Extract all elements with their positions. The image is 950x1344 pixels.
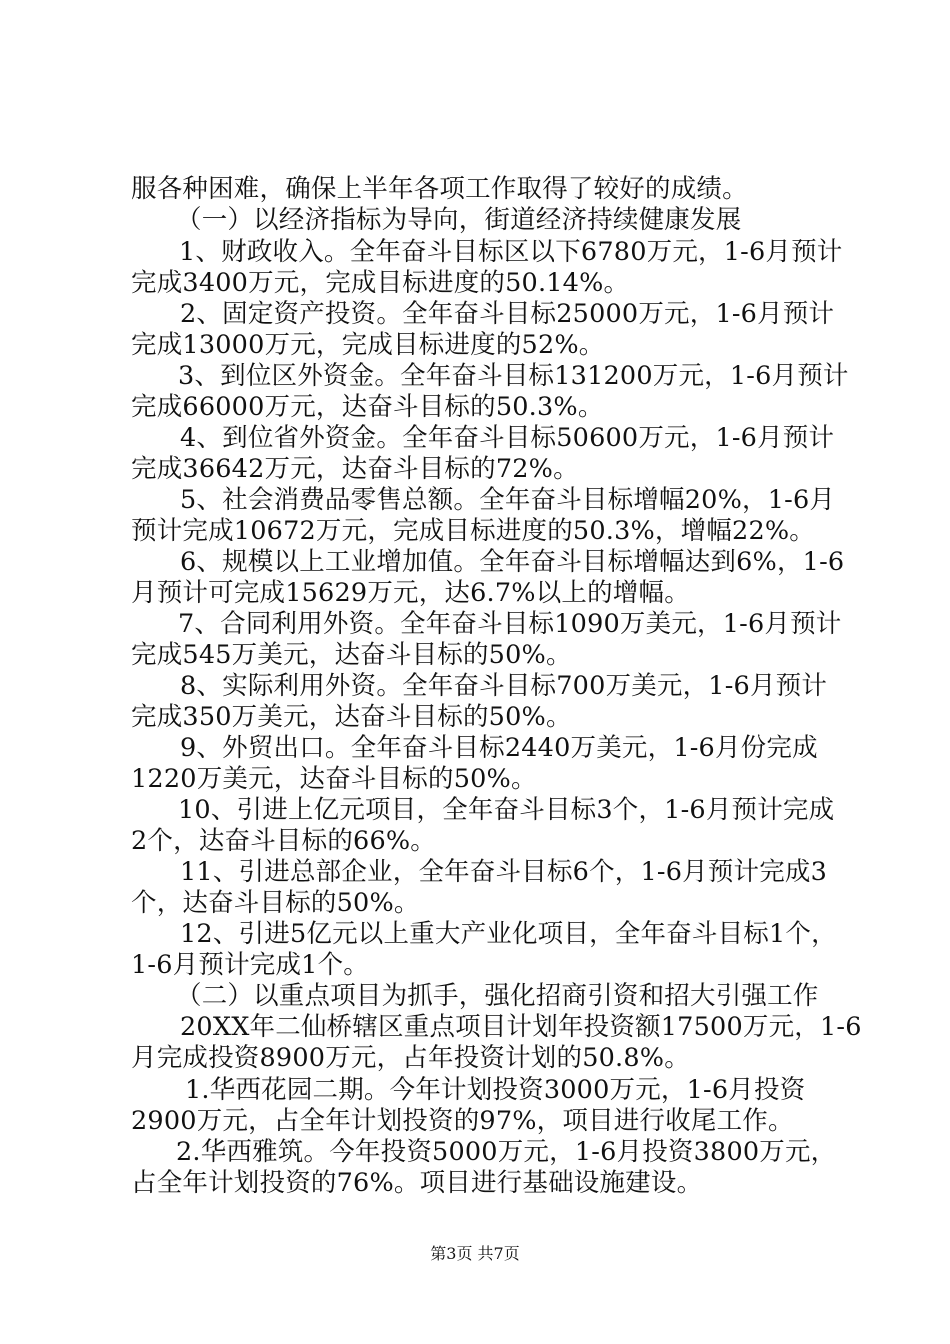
- text-line: 10、引进上亿元项目，全年奋斗目标3个，1-6月预计完成: [178, 795, 835, 825]
- text-line: 1.华西花园二期。今年计划投资3000万元，1-6月投资: [185, 1075, 806, 1105]
- text-line: 1-6月预计完成1个。: [131, 950, 369, 980]
- text-line: 个，达奋斗目标的50%。: [131, 888, 420, 918]
- text-line: 完成3400万元，完成目标进度的50.14%。: [131, 268, 630, 298]
- section-heading: （一）以经济指标为导向，街道经济持续健康发展: [176, 205, 742, 235]
- text-line: 7、合同利用外资。全年奋斗目标1090万美元，1-6月预计: [178, 609, 842, 639]
- page-number-footer: 第3页 共7页: [430, 1244, 520, 1263]
- text-line: 2个，达奋斗目标的66%。: [131, 826, 437, 856]
- text-line: 3、到位区外资金。全年奋斗目标131200万元，1-6月预计: [178, 361, 849, 391]
- text-line: 6、规模以上工业增加值。全年奋斗目标增幅达到6%，1-6: [180, 547, 845, 577]
- text-line: 5、社会消费品零售总额。全年奋斗目标增幅20%，1-6月: [180, 485, 836, 515]
- text-line: 完成545万美元，达奋斗目标的50%。: [131, 640, 572, 670]
- text-line: 月完成投资8900万元，占年投资计划的50.8%。: [131, 1043, 690, 1073]
- text-line: 完成66000万元，达奋斗目标的50.3%。: [131, 392, 604, 422]
- text-line: 20XX年二仙桥辖区重点项目计划年投资额17500万元，1-6: [180, 1012, 862, 1042]
- text-line: 11、引进总部企业，全年奋斗目标6个，1-6月预计完成3: [180, 857, 828, 887]
- text-line: 服各种困难，确保上半年各项工作取得了较好的成绩。: [131, 174, 748, 204]
- text-line: 完成350万美元，达奋斗目标的50%。: [131, 702, 572, 732]
- text-line: 9、外贸出口。全年奋斗目标2440万美元，1-6月份完成: [180, 733, 818, 763]
- text-line: 2900万元，占全年计划投资的97%，项目进行收尾工作。: [131, 1106, 794, 1136]
- text-line: 预计完成10672万元，完成目标进度的50.3%，增幅22%。: [131, 516, 816, 546]
- text-line: 完成36642万元，达奋斗目标的72%。: [131, 454, 579, 484]
- text-line: 月预计可完成15629万元，达6.7%以上的增幅。: [131, 578, 690, 608]
- text-line: 2.华西雅筑。今年投资5000万元，1-6月投资3800万元，: [176, 1137, 837, 1167]
- text-line: 占全年计划投资的76%。项目进行基础设施建设。: [131, 1168, 703, 1198]
- text-line: 12、引进5亿元以上重大产业化项目，全年奋斗目标1个，: [180, 919, 837, 949]
- text-line: 1、财政收入。全年奋斗目标区以下6780万元，1-6月预计: [179, 237, 843, 267]
- text-line: 4、到位省外资金。全年奋斗目标50600万元，1-6月预计: [180, 423, 835, 453]
- text-line: 完成13000万元，完成目标进度的52%。: [131, 330, 605, 360]
- text-line: 1220万美元，达奋斗目标的50%。: [131, 764, 537, 794]
- text-line: 2、固定资产投资。全年奋斗目标25000万元，1-6月预计: [180, 299, 835, 329]
- text-line: 8、实际利用外资。全年奋斗目标700万美元，1-6月预计: [180, 671, 828, 701]
- section-heading: （二）以重点项目为抓手，强化招商引资和招大引强工作: [176, 981, 819, 1011]
